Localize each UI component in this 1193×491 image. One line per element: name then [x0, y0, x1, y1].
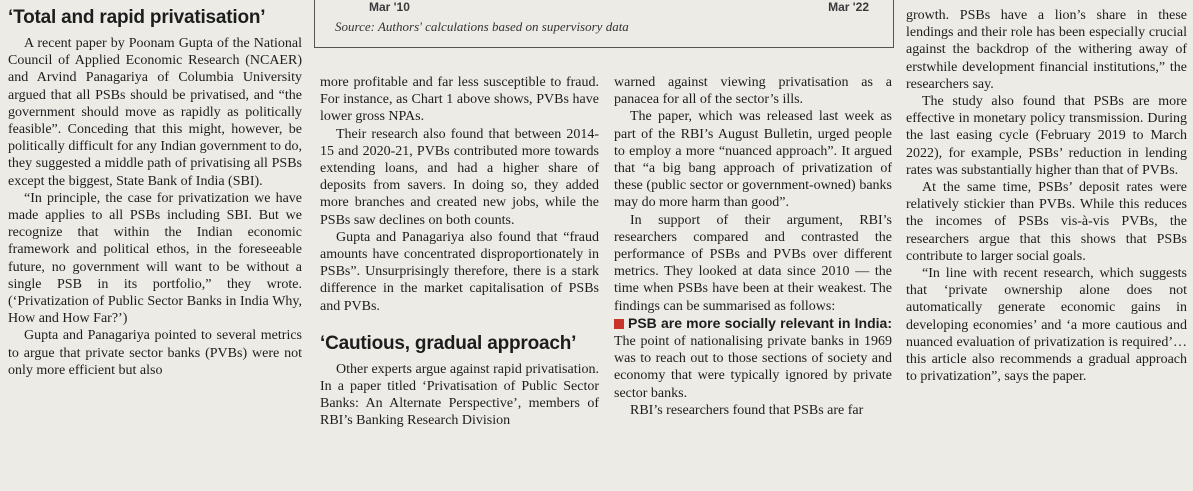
paragraph: Gupta and Panagariya pointed to several metrics to argue that private sector banks (PVBs) were not only more efficient but also [8, 328, 302, 378]
section-heading-total-privatisation: ‘Total and rapid privatisation’ [8, 7, 266, 28]
chart-source-note: Source: Authors' calculations based on supervisory data [335, 19, 629, 34]
red-square-bullet-icon [614, 319, 624, 329]
paragraph: Gupta and Panagariya also found that “fraud amounts have concentrated disproportionately in PSBs”. Unsurprisingly therefore, there is a stark difference in the market capitalisation of PSBs and PVBs. [320, 229, 599, 314]
paragraph: growth. PSBs have a lion’s share in these lendings and their role has been especially crucial against the backdrop of the withering away of erstwhile development financial institutions,” the researchers say. [906, 8, 1187, 92]
paragraph: Their research also found that between 2014-15 and 2020-21, PVBs contributed more towards extending loans, and had a higher share of deposits from savers. In doing so, they added more branches and created new jobs, while the PSBs saw declines on both counts. [320, 126, 599, 228]
paragraph: A recent paper by Poonam Gupta of the National Council of Applied Economic Research (NCAER) and Arvind Panagariya of Columbia University argued that all PSBs should be privatised, and “the government should move as rapidly as politically feasible”. Conceding that this might, however, be politically difficult for any Indian government to do, they suggested a middle path of privatising all PSBs except the biggest, State Bank of India (SBI). [8, 36, 302, 189]
chart-tick-left: Mar '10 [369, 0, 410, 14]
chart-source-box [314, 0, 894, 48]
paragraph: RBI’s researchers found that PSBs are far [630, 402, 864, 418]
column-4 [906, 7, 1187, 385]
paragraph: The study also found that PSBs are more effective in monetary policy transmission. During the last easing cycle (February 2019 to March 2022), for example, PSBs’ reduction in lending rates was substantially higher than that of PVBs. [906, 94, 1187, 178]
paragraph-body: The point of nationalising private banks in 1969 was to reach out to those sections of society and economy that were typically ignored by private sector banks. [614, 334, 892, 401]
paragraph: In support of their argument, RBI’s researchers compared and contrasted the performance of PSBs and PVBs over different metrics. They looked at data since 2010 — the time when PSBs have been at their weakest. The findings can be summarised as follows: [614, 212, 892, 314]
paragraph-social-relevance [614, 315, 892, 402]
paragraph: warned against viewing privatisation as a panacea for all of the sector’s ills. [614, 75, 892, 108]
chart-tick-right: Mar '22 [828, 0, 869, 14]
column-1 [8, 0, 302, 379]
paragraph: more profitable and far less susceptible to fraud. For instance, as Chart 1 above shows, PVBs have lower gross NPAs. [320, 75, 599, 125]
column-2 [320, 74, 599, 430]
column-3 [614, 74, 892, 419]
lead-in-bold: PSB are more socially relevant in India: [628, 314, 892, 331]
paragraph: At the same time, PSBs’ deposit rates were relatively stickier than PVBs. While this reduces the incomes of PSBs vis-à-vis PVBs, the researchers argue that this shows that PSBs contribute to larger social goals. [906, 180, 1187, 264]
paragraph: The paper, which was released last week as part of the RBI’s August Bulletin, urged people to employ a more “nuanced approach”. It argued that “a big bang approach of privatization of these (public sector or government-owned) banks may do more harm than good”. [614, 109, 892, 211]
paragraph: “In line with recent research, which suggests that ‘private ownership alone does not automatically generate economic gains in developing economies’ and ‘a more cautious and nuanced evaluation of privatization is required’… this article also recommends a gradual approach to privatization”, says the paper. [906, 266, 1187, 385]
section-heading-gradual-approach: ‘Cautious, gradual approach’ [320, 332, 577, 354]
paragraph: “In principle, the case for privatization we have made applies to all PSBs including SBI. But we recognize that within the Indian economic framework and political ethos, in the foreseeable future, no government will want to be without a single PSB in its portfolio,” they wrote. (‘Privatization of Public Sector Banks in India Why, How and How Far?’) [8, 190, 302, 327]
paragraph: Other experts argue against rapid privatisation. In a paper titled ‘Privatisation of Public Sector Banks: An Alternate Perspective’, members of RBI’s Banking Research Division [320, 361, 599, 429]
